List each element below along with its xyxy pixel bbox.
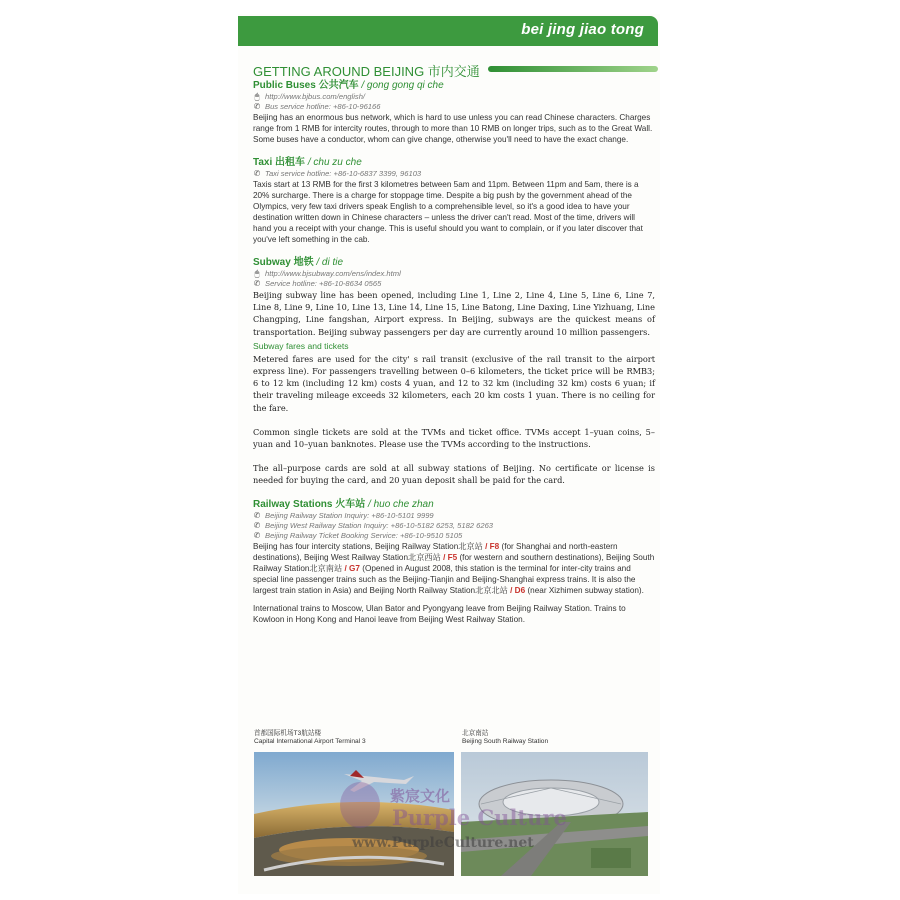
- taxi-text: Taxis start at 13 RMB for the first 3 kilometres between 5am and 11pm. Between 11pm and 5am, there is a 20% surcharge. There is a charge for stoppage time. Despite a big push by the government ahead of the Olympics, very few taxi drivers speak English to a comprehensible level, so it's a good idea to have your destination written down in Chinese characters – unless the driver can't read. Most of the time, drivers will hand you a receipt with your change. This is useful should you want to complain, or if you later discover that you've left something in the cab.: [253, 180, 643, 244]
- rail-text: Beijing has four intercity stations, Beijing Railway Station北京站 / F8 (for Shanghai and north-eastern destinations), Beijing West Railway Station北京西站 / F5 (for western and southern destinations), Beijing South Railway Station北京南站 / G7 (Opened in August 2008, this station is the terminal for inter-city trains and special line passenger trains such as the Beijing-Tianjin and Beijing-Shanghai express trains. It is also the largest train station in Asia) and Beijing North Railway Station北京北站 / D6 (near Xizhimen subway station).: [253, 541, 655, 595]
- airport-caption: [254, 730, 366, 746]
- mouse-icon: 🖱: [254, 269, 260, 278]
- subway-fares-para-2: Common single tickets are sold at the TVMs and ticket office. TVMs accept 1–yuan coins, 5–yuan and 10–yuan banknotes. Please use the TVMs according to the instructions.: [253, 426, 655, 450]
- taxi-hotline: ✆ Taxi service hotline: +86-10-6837 3399, 96103: [253, 169, 422, 178]
- rail-intl-text: International trains to Moscow, Ulan Bator and Pyongyang leave from Beijing Railway Station. Trains to Kowloon in Hong Kong and Hanoi leave from Beijing West Railway Station.: [253, 603, 626, 624]
- buses-website[interactable]: 🖱 http://www.bjbus.com/english/: [254, 92, 366, 101]
- subway-heading: Subway 地铁 / di tie: [253, 257, 344, 268]
- watermark-logo-icon: [340, 782, 380, 828]
- buses-hotline: ✆ Bus service hotline: +86-10-96166: [253, 102, 381, 111]
- header-banner: [238, 16, 658, 46]
- subway-fares-para-3: The all–purpose cards are sold at all subway stations of Beijing. No certificate or license is needed for buying the card, and 20 yuan deposit shall be paid for the card.: [253, 463, 655, 486]
- banner-title: bei jing jiao tong: [521, 21, 644, 38]
- subway-fares-heading: Subway fares and tickets: [253, 340, 349, 351]
- rail-inquiry-1: ✆ Beijing Railway Station Inquiry: +86-10-5101 9999: [253, 510, 434, 520]
- watermark-url: www.PurpleCulture.net: [352, 835, 534, 851]
- watermark-en: Purple Culture: [392, 805, 567, 830]
- rail-heading: Railway Stations 火车站 / huo che zhan: [253, 498, 434, 510]
- rail-inquiry-2: ✆ Beijing West Railway Station Inquiry: +86-10-5182 6253, 5182 6263: [253, 520, 494, 530]
- mouse-icon: 🖱: [254, 92, 260, 101]
- taxi-heading: Taxi 出租车 / chu zu che: [253, 157, 362, 168]
- station-caption-en: Beijing South Railway Station: [462, 738, 549, 745]
- rail-inquiry-3: ✆ Beijing Railway Ticket Booking Service: +86-10-9510 5105: [253, 530, 463, 540]
- buses-text: Beijing has an enormous bus network, which is hard to use unless you can read Chinese characters. Charges range from 1 RMB for intercity routes, through to more than 10 RMB on longer trips, such as to the Great Wall. Some buses have a conductor, whom can give change, otherwise you'll need to have the exact change.: [253, 113, 653, 144]
- section-title-bar: [488, 66, 658, 72]
- watermark-cn: 紫宸文化: [390, 787, 451, 805]
- buses-heading: Public Buses 公共汽车 / gong gong qi che: [253, 80, 444, 91]
- subway-hotline: ✆ Service hotline: +86-10-8634 0565: [253, 279, 382, 288]
- airport-caption-cn: 首都国际机场T3航站楼: [254, 730, 322, 737]
- phone-icon: ✆: [253, 102, 261, 111]
- subway-fares-para-1: Metered fares are used for the city' s rail transit (exclusive of the rail transit to the airport express line). For passengers travelling between 0–6 kilometers, the ticket price will be RMB3; 6 to 12 km (including 12 km) costs 4 yuan, and 12 to 32 km (including 32 km) costs 6 yuan; if their traveling mileage exceeds 32 kilometers, each 20 km costs 1 yuan. There is no ceiling for the fare.: [253, 353, 655, 413]
- subway-text: Beijing subway line has been opened, including Line 1, Line 2, Line 4, Line 5, Line 6, Line 7, Line 8, Line 9, Line 10, Line 13, Line 14, Line 15, Line Batong, Line Daxing, Line Yizhuang, Line Changping, Line fangshan, Airport express. In Beijing, subways are the quickest means of transportation. Beijing subway passengers per day are currently around 10 million passengers.: [253, 290, 655, 337]
- section-title: GETTING AROUND BEIJING 市内交通: [253, 64, 480, 79]
- station-caption-cn: 北京南站: [462, 730, 489, 737]
- airport-caption-en: Capital International Airport Terminal 3: [254, 738, 366, 745]
- phone-icon: ✆: [253, 279, 261, 288]
- content-column: [253, 80, 655, 625]
- subway-website[interactable]: 🖱 http://www.bjsubway.com/ens/index.html: [254, 269, 401, 278]
- phone-icon: ✆: [253, 530, 261, 540]
- phone-icon: ✆: [253, 510, 261, 520]
- phone-icon: ✆: [253, 169, 261, 178]
- phone-icon: ✆: [253, 520, 261, 530]
- station-caption: [462, 730, 548, 746]
